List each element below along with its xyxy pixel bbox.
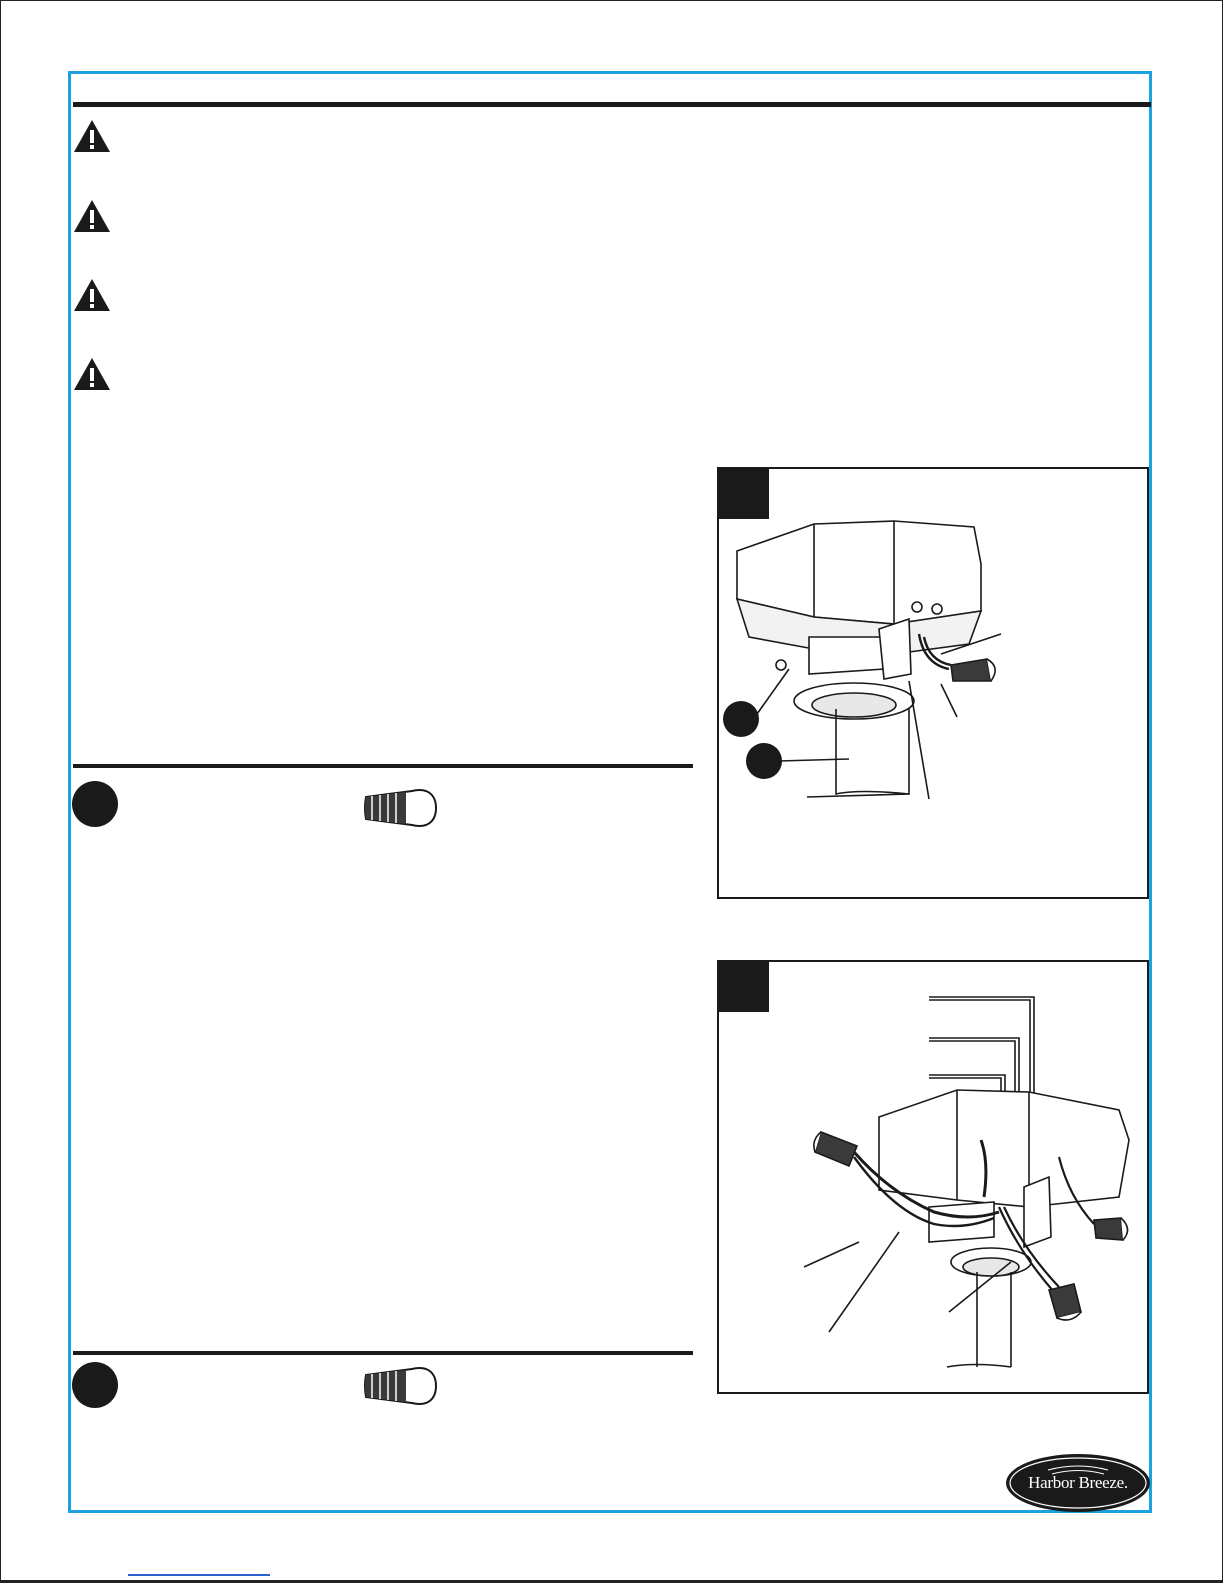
wire-connector-icon: [360, 787, 440, 829]
step-divider: [73, 1351, 693, 1355]
brand-logo: [1004, 1452, 1152, 1514]
wiring-illustration: [719, 962, 1151, 1396]
footer-link-underline[interactable]: [128, 1574, 270, 1576]
step-bullet-icon: [72, 1362, 118, 1408]
motor-housing-illustration: [719, 469, 1151, 901]
figure-wiring: [717, 960, 1149, 1394]
step-bullet-icon: [72, 781, 118, 827]
figure-motor-housing: [717, 467, 1149, 899]
callout-marker: [746, 743, 782, 779]
header-rule: [73, 102, 1151, 107]
warning-triangle-icon: [72, 118, 112, 154]
callout-marker: [723, 701, 759, 737]
warning-triangle-icon: [72, 356, 112, 392]
wire-connector-icon: [360, 1365, 440, 1407]
warning-triangle-icon: [72, 198, 112, 234]
step-divider: [73, 764, 693, 768]
warning-triangle-icon: [72, 277, 112, 313]
brand-logo-text: Harbor Breeze.: [1028, 1473, 1128, 1492]
